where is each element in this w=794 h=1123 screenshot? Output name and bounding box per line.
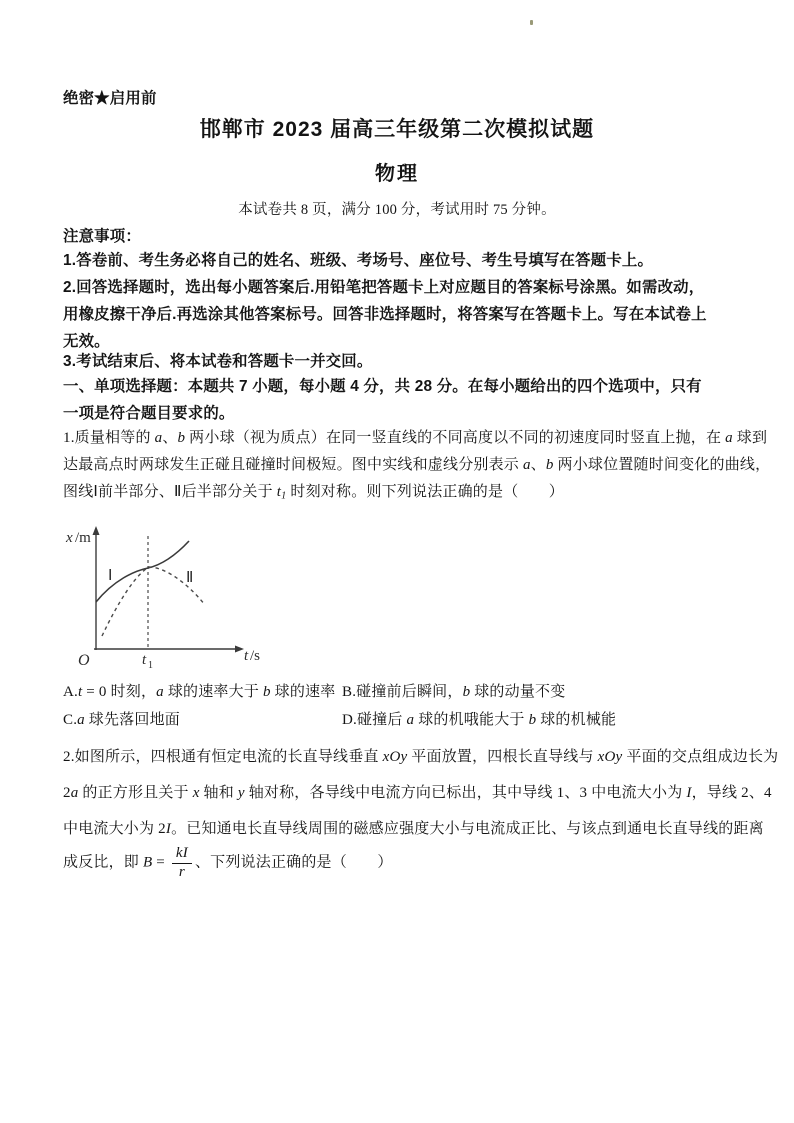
notice-line-1: 1.答卷前、考生务必将自己的姓名、班级、考场号、座位号、考生号填写在答题卡上。 bbox=[63, 252, 654, 269]
question-1-option-d: D.碰撞后 a 球的机哦能大于 b 球的机械能 bbox=[342, 712, 617, 728]
scan-artifact-dot bbox=[530, 20, 533, 25]
y-axis-arrow-icon bbox=[93, 526, 100, 535]
question-1-option-a: A.t = 0 时刻，a 球的速率大于 b 球的速率 bbox=[63, 684, 336, 700]
t1-label-base: t bbox=[142, 652, 147, 668]
notice-line-4: 无效。 bbox=[63, 333, 110, 350]
notice-line-2: 2.回答选择题时，选出每小题答案后.用铅笔把答题卡上对应题目的答案标号涂黑。如需改动， bbox=[63, 279, 705, 296]
question-2-line-1: 2.如图所示，四根通有恒定电流的长直导线垂直 xOy 平面放置，四根长直导线与 xOy 平面的交点组成边长为 bbox=[63, 749, 779, 765]
section-heading-line-1: 一、单项选择题：本题共 7 小题，每小题 4 分，共 28 分。在每小题给出的四个选项中，只有 bbox=[63, 378, 702, 395]
curve-I-label: Ⅰ bbox=[108, 568, 113, 584]
paper-info: 本试卷共 8 页，满分 100 分，考试用时 75 分钟。 bbox=[238, 202, 556, 218]
question-1-line-2: 达最高点时两球发生正碰且碰撞时间极短。图中实线和虚线分别表示 a、b 两小球位置随时间变化的曲线， bbox=[63, 457, 771, 473]
notice-line-3: 用橡皮擦干净后.再选涂其他答案标号。回答非选择题时，将答案写在答题卡上。写在本试卷上 bbox=[63, 306, 707, 323]
origin-label: O bbox=[78, 652, 90, 669]
question-1-figure bbox=[58, 518, 288, 681]
question-2-line-4: 成反比，即 B = $\frac{kI}{r}$ 、下列说法正确的是（ ） bbox=[63, 845, 393, 880]
question-1-option-b: B.碰撞前后瞬间，b 球的动量不变 bbox=[342, 684, 566, 700]
question-1-option-c: C.a 球先落回地面 bbox=[63, 712, 181, 728]
x-axis-label-var: t bbox=[244, 648, 249, 664]
notice-heading: 注意事项： bbox=[63, 228, 141, 245]
x-axis-arrow-icon bbox=[235, 646, 244, 653]
t1-label-sub: 1 bbox=[148, 660, 153, 671]
question-2-line-2: 2a 的正方形且关于 x 轴和 y 轴对称，各导线中电流方向已标出，其中导线 1、3 中电流大小为 I，导线 2、4 bbox=[63, 785, 772, 801]
page-title: 邯郸市 2023 届高三年级第二次模拟试题 bbox=[199, 118, 595, 141]
curve-II-label: Ⅱ bbox=[186, 570, 194, 586]
y-axis-label-var: x bbox=[66, 530, 73, 546]
notice-line-5: 3.考试结束后、将本试卷和答题卡一并交回。 bbox=[63, 353, 373, 370]
subject-title: 物理 bbox=[375, 163, 419, 185]
section-heading-line-2: 一项是符合题目要求的。 bbox=[63, 405, 235, 422]
question-1-line-1: 1.质量相等的 a、b 两小球（视为质点）在同一竖直线的不同高度以不同的初速度同时竖直上抛，在 a 球到 bbox=[63, 430, 768, 446]
security-label: 绝密★启用前 bbox=[63, 90, 157, 107]
x-axis-label-unit: /s bbox=[250, 648, 261, 664]
y-axis-label-unit: /m bbox=[75, 530, 91, 546]
question-2-line-3: 中电流大小为 2I。已知通电长直导线周围的磁感应强度大小与电流成正比、与该点到通电长直导线的距离 bbox=[63, 821, 764, 837]
question-1-line-3: 图线Ⅰ前半部分、Ⅱ后半部分关于 $t_1$ 时刻对称。则下列说法正确的是（ ） bbox=[63, 484, 564, 502]
position-time-graph bbox=[58, 518, 288, 676]
